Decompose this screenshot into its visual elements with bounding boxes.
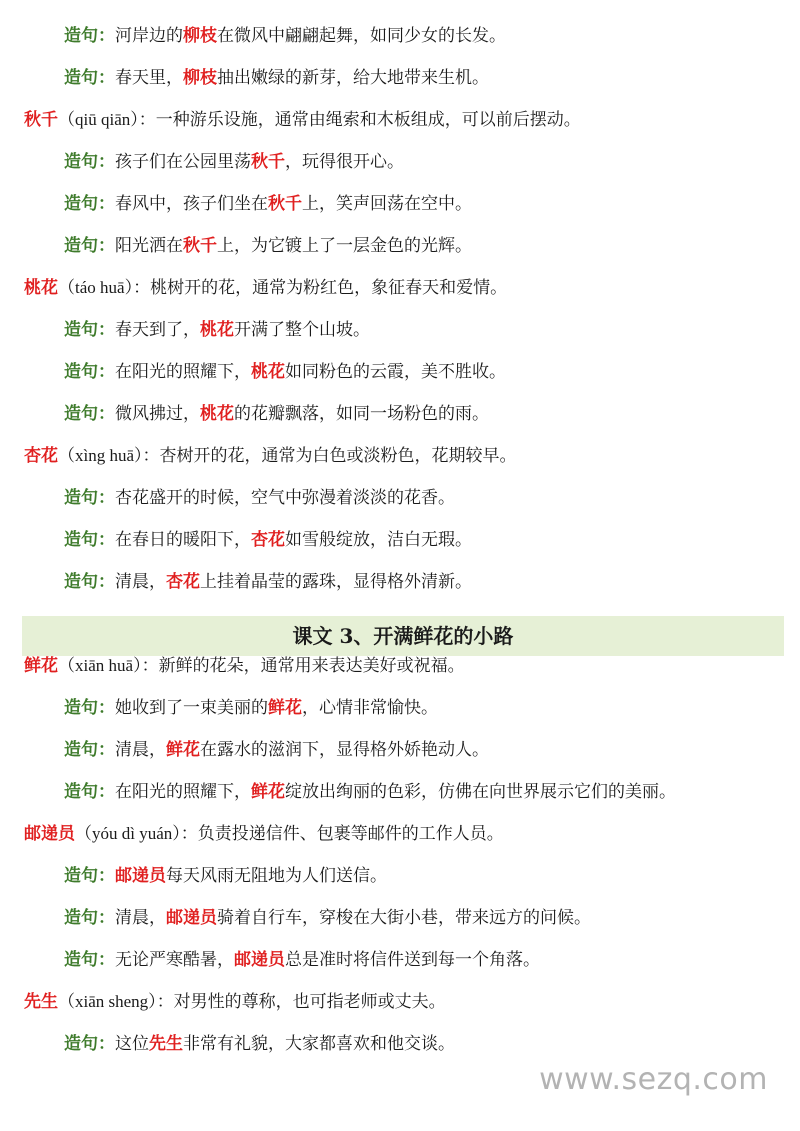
sentence-text: 总是准时将信件送到每一个角落。 bbox=[285, 950, 540, 970]
sentence-text: 清晨， bbox=[115, 572, 166, 592]
example-label: 造句： bbox=[64, 362, 115, 382]
example-sentence bbox=[0, 23, 800, 49]
watermark: www.sezq.com bbox=[539, 1062, 768, 1097]
vocab-word: 邮递员 bbox=[24, 824, 75, 844]
example-sentence bbox=[0, 527, 800, 553]
sentence-text: 杏花盛开的时候，空气中弥漫着淡淡的花香。 bbox=[115, 488, 455, 508]
highlighted-word: 杏花 bbox=[251, 530, 285, 550]
sentence-text: ，心情非常愉快。 bbox=[302, 698, 438, 718]
definition: ：对男性的尊称，也可指老师或丈夫。 bbox=[156, 992, 446, 1012]
example-sentence bbox=[0, 65, 800, 91]
sentence-text: 的花瓣飘落，如同一场粉色的雨。 bbox=[234, 404, 489, 424]
vocab-word: 鲜花 bbox=[24, 656, 58, 676]
sentence-text: 春天里， bbox=[115, 68, 183, 88]
vocabulary-entry bbox=[0, 989, 800, 1015]
sentence-text: 春风中，孩子们坐在 bbox=[115, 194, 268, 214]
example-label: 造句： bbox=[64, 236, 115, 256]
highlighted-word: 邮递员 bbox=[115, 866, 166, 886]
sentence-text: 清晨， bbox=[115, 740, 166, 760]
vocab-word: 桃花 bbox=[24, 278, 58, 298]
pinyin: （yóu dì yuán） bbox=[75, 824, 181, 843]
pinyin: （xiān sheng） bbox=[58, 992, 157, 1011]
example-sentence bbox=[0, 191, 800, 217]
example-sentence bbox=[0, 317, 800, 343]
highlighted-word: 桃花 bbox=[200, 320, 234, 340]
vocabulary-entry bbox=[0, 443, 800, 469]
definition: ：桃树开的花，通常为粉红色，象征春天和爱情。 bbox=[133, 278, 508, 298]
example-sentence bbox=[0, 737, 800, 763]
highlighted-word: 邮递员 bbox=[166, 908, 217, 928]
sentence-text: 春天到了， bbox=[115, 320, 200, 340]
sentence-text: 河岸边的 bbox=[115, 26, 183, 46]
sentence-text: 她收到了一束美丽的 bbox=[115, 698, 268, 718]
sentence-text: 在春日的暖阳下， bbox=[115, 530, 251, 550]
vocab-word: 秋千 bbox=[24, 110, 58, 130]
sentence-text: 上挂着晶莹的露珠，显得格外清新。 bbox=[200, 572, 472, 592]
example-sentence bbox=[0, 947, 800, 973]
highlighted-word: 秋千 bbox=[251, 152, 285, 172]
sentence-text: ，玩得很开心。 bbox=[285, 152, 404, 172]
example-label: 造句： bbox=[64, 572, 115, 592]
example-sentence bbox=[0, 1031, 800, 1057]
sentence-text: 在露水的滋润下，显得格外娇艳动人。 bbox=[200, 740, 489, 760]
highlighted-word: 秋千 bbox=[183, 236, 217, 256]
example-label: 造句： bbox=[64, 26, 115, 46]
sentence-text: 微风拂过， bbox=[115, 404, 200, 424]
sentence-text: 绽放出绚丽的色彩，仿佛在向世界展示它们的美丽。 bbox=[285, 782, 676, 802]
pinyin: （xiān huā） bbox=[58, 656, 142, 675]
sentence-text: 在阳光的照耀下， bbox=[115, 782, 251, 802]
vocab-word: 先生 bbox=[24, 992, 58, 1012]
example-label: 造句： bbox=[64, 740, 115, 760]
example-label: 造句： bbox=[64, 698, 115, 718]
vocab-word: 杏花 bbox=[24, 446, 58, 466]
sentence-text: 抽出嫩绿的新芽，给大地带来生机。 bbox=[217, 68, 489, 88]
example-label: 造句： bbox=[64, 68, 115, 88]
highlighted-word: 杏花 bbox=[166, 572, 200, 592]
example-label: 造句： bbox=[64, 782, 115, 802]
definition: ：负责投递信件、包裹等邮件的工作人员。 bbox=[180, 824, 504, 844]
vocabulary-entry bbox=[0, 107, 800, 133]
example-sentence bbox=[0, 485, 800, 511]
sentence-text: 开满了整个山坡。 bbox=[234, 320, 370, 340]
example-sentence bbox=[0, 569, 800, 595]
sentence-text: 无论严寒酷暑， bbox=[115, 950, 234, 970]
sentence-text: 在阳光的照耀下， bbox=[115, 362, 251, 382]
example-label: 造句： bbox=[64, 488, 115, 508]
example-label: 造句： bbox=[64, 404, 115, 424]
highlighted-word: 鲜花 bbox=[268, 698, 302, 718]
sentence-text: 如同粉色的云霞，美不胜收。 bbox=[285, 362, 506, 382]
example-sentence bbox=[0, 695, 800, 721]
sentence-text: 上，笑声回荡在空中。 bbox=[302, 194, 472, 214]
highlighted-word: 秋千 bbox=[268, 194, 302, 214]
example-label: 造句： bbox=[64, 194, 115, 214]
highlighted-word: 邮递员 bbox=[234, 950, 285, 970]
vocabulary-entry bbox=[0, 653, 800, 679]
example-label: 造句： bbox=[64, 908, 115, 928]
example-sentence bbox=[0, 905, 800, 931]
sentence-text: 非常有礼貌，大家都喜欢和他交谈。 bbox=[183, 1034, 455, 1054]
example-label: 造句： bbox=[64, 320, 115, 340]
pinyin: （xìng huā） bbox=[58, 446, 143, 465]
sentence-text: 阳光洒在 bbox=[115, 236, 183, 256]
sentence-text: 上，为它镀上了一层金色的光辉。 bbox=[217, 236, 472, 256]
example-label: 造句： bbox=[64, 530, 115, 550]
definition: ：一种游乐设施，通常由绳索和木板组成，可以前后摆动。 bbox=[138, 110, 581, 130]
example-sentence bbox=[0, 401, 800, 427]
vocabulary-entry bbox=[0, 821, 800, 847]
pinyin: （qiū qiān） bbox=[58, 110, 139, 129]
highlighted-word: 鲜花 bbox=[166, 740, 200, 760]
sentence-text: 如雪般绽放，洁白无瑕。 bbox=[285, 530, 472, 550]
example-sentence bbox=[0, 233, 800, 259]
sentence-text: 这位 bbox=[115, 1034, 149, 1054]
example-sentence bbox=[0, 359, 800, 385]
lesson-title-banner: 课文 3、开满鲜花的小路 bbox=[22, 616, 784, 656]
highlighted-word: 鲜花 bbox=[251, 782, 285, 802]
example-label: 造句： bbox=[64, 866, 115, 886]
example-sentence bbox=[0, 779, 800, 805]
definition: ：新鲜的花朵，通常用来表达美好或祝福。 bbox=[141, 656, 465, 676]
example-sentence bbox=[0, 863, 800, 889]
example-sentence bbox=[0, 149, 800, 175]
example-label: 造句： bbox=[64, 152, 115, 172]
sentence-text: 孩子们在公园里荡 bbox=[115, 152, 251, 172]
highlighted-word: 桃花 bbox=[251, 362, 285, 382]
highlighted-word: 先生 bbox=[149, 1034, 183, 1054]
example-label: 造句： bbox=[64, 950, 115, 970]
definition: ：杏树开的花，通常为白色或淡粉色，花期较早。 bbox=[142, 446, 517, 466]
vocabulary-entry bbox=[0, 275, 800, 301]
example-label: 造句： bbox=[64, 1034, 115, 1054]
highlighted-word: 桃花 bbox=[200, 404, 234, 424]
sentence-text: 清晨， bbox=[115, 908, 166, 928]
sentence-text: 每天风雨无阻地为人们送信。 bbox=[166, 866, 387, 886]
sentence-text: 在微风中翩翩起舞，如同少女的长发。 bbox=[217, 26, 506, 46]
highlighted-word: 柳枝 bbox=[183, 26, 217, 46]
sentence-text: 骑着自行车，穿梭在大街小巷，带来远方的问候。 bbox=[217, 908, 591, 928]
pinyin: （táo huā） bbox=[58, 278, 134, 297]
highlighted-word: 柳枝 bbox=[183, 68, 217, 88]
